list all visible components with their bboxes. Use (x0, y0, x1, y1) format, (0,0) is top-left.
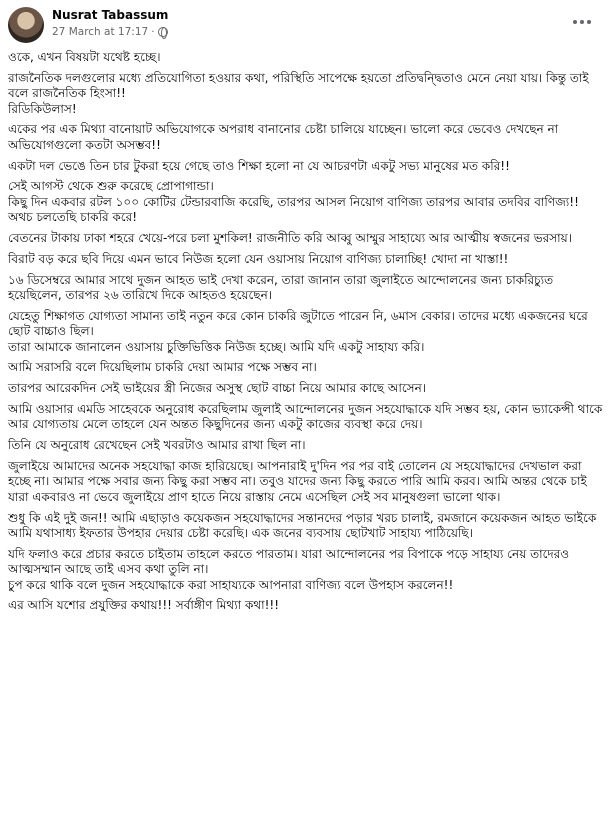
post-paragraph: এর আসি যশোর প্রযুক্তির কথায়!!! সর্বাঙ্গীণ মিথ্যা কথা!!! (8, 598, 280, 613)
post-paragraph: আমি সরাসরি বলে দিয়েছিলাম চাকরি দেয়া আমার পক্ষে সম্ভব না। (8, 360, 317, 375)
post-header (0, 0, 612, 44)
more-options-button[interactable] (570, 14, 594, 30)
post-paragraph: যেহেতু শিক্ষাগত যোগ্যতা সামান্য তাই নতুন করে কোন চাকরি জুটাতে পারেন নি, ৬মাস বেকার। তাদের মধ্যে একজনের ঘরে ছোট বাচ্চাও ছিল। তারা আমাকে জানালেন ওয়াসায় চুক্তিভিত্তিক নিউজ হচ্ছে। আমি যদি একটু সাহায্য করি। (8, 308, 588, 354)
author-name[interactable]: Nusrat Tabassum (52, 8, 169, 22)
dot-icon (573, 20, 577, 24)
post-paragraph: একটা দল ভেঙে তিন চার টুকরা হয়ে গেছে তাও শিক্ষা হলো না যে আচরণটা একটু সভ্য মানুষের মত করি!! (8, 158, 510, 173)
post-paragraph: ১৬ ডিসেম্বরে আমার সাথে দুজন আহত ভাই দেখা করেন, তারা জানান তারা জুলাইতে আন্দোলনের জন্য চাকরিচ্যুত হয়েছিলেন, তারপর ২৬ তারিখে দিকে আহতও হয়েছেন। (8, 272, 554, 303)
post-paragraph: সেই আগস্ট থেকে শুরু করেছে প্রোপাগান্ডা। কিছু দিন একবার রটল ১০০ কোটির টেন্ডারবাজি করেছি, তারপর আসল নিয়োগ বাণিজ্য তারপর আবার তদবির বাণিজ্য!! অথচ চলতেছি চাকরি করে! (8, 179, 579, 225)
avatar[interactable] (8, 7, 44, 43)
post-body (8, 50, 604, 619)
post-paragraph: জুলাইয়ে আমাদের অনেক সহযোদ্ধা কাজ হারিয়েছে। আপনারাই দু'দিন পর পর বাই তোলেন যে সহযোদ্ধাদের দেখভাল করা হচ্ছে না। আমার পক্ষে সবার জন্য কিছু করা সম্ভব না। তবুও যাদের জন্য কিছু করতে পারি আমি করব। আমি অন্তর থেকে চাই যারা একবারও না ভেবে জুলাইয়ে প্রাণ হাতে নিয়ে রাস্তায় নেমে এসেছিল সেই সব মানুষগুলা ভালো থাক। (8, 459, 587, 504)
post-paragraph: তিনি যে অনুরোধ রেখেছেন সেই খবরটাও আমার রাখা ছিল না। (8, 438, 306, 453)
meta-separator: · (151, 26, 155, 38)
post-paragraph: বেতনের টাকায় ঢাকা শহরে খেয়ে-পরে চলা মুশকিল! রাজনীতি করি আব্বু আম্মুর সাহায্যে আর আত্মীয় স্বজনের ভরসায়। (8, 231, 573, 246)
post-paragraph: বিরাট বড় করে ছবি দিয়ে এমন ভাবে নিউজ হলো যেন ওয়াসায় নিয়োগ বাণিজ্য চালাচ্ছি! খোদা না খাস্তা!! (8, 251, 509, 266)
dot-icon (580, 20, 584, 24)
post-paragraph: রাজনৈতিক দলগুলোর মধ্যে প্রতিযোগিতা হওয়ার কথা, পরিস্থিতি সাপেক্ষে হয়তো প্রতিদ্বন্দ্বিতাও মেনে নেয়া যায়। কিন্তু তাই বলে রাজনৈতিক হিংসা!! রিডিকিউলাস! (8, 70, 589, 116)
dot-icon (587, 20, 591, 24)
post-meta (52, 26, 168, 38)
post-paragraph: যদি ফলাও করে প্রচার করতে চাইতাম তাহলে করতে পারতাম। যারা আন্দোলনের পর বিপাকে পড়ে সাহায্য নেয় তাদেরও আত্মসম্মান আছে তাই এসব কথা তুলি না। চুপ করে থাকি বলে দুজন সহযোদ্ধাকে করা সাহায্যকে আপনারা বাণিজ্য বলে উপহাস করলেন!! (8, 546, 570, 592)
post-paragraph: ওকে, এখন বিষয়টা যথেষ্ট হচ্ছে। (8, 50, 161, 64)
post-date[interactable]: 27 March at 17:17 (52, 26, 149, 38)
post-paragraph: একের পর এক মিথ্যা বানোয়াট অভিযোগকে অপরাধ বানানোর চেষ্টা চালিয়ে যাচ্ছেন। ভালো করে ভেবেও দেখছেন না অভিযোগগুলো কতটা অসম্ভব!! (8, 122, 559, 152)
post-paragraph: শুধু কি এই দুই জন!! আমি এছাড়াও কয়েকজন সহযোদ্ধাদের সন্তানদের পড়ার খরচ চালাই, রমজানে কয়েকজন আহত ভাইকে আমি যথাসাধ্য ইফতার উপহার দেয়ার চেষ্টা করেছি। এক জনের ব্যবসায় ছোটখাট সাহায্য পাঠিয়েছি। (8, 510, 597, 541)
post-paragraph: আমি ওয়াসার এমডি সাহেবকে অনুরোধ করেছিলাম জুলাই আন্দোলনের দুজন সহযোদ্ধাকে যদি সম্ভব হয়, কোন ভ্যাকেন্সী থাকে আর যোগ্যতায় মেলে তাহলে যেন অন্তত কিছুদিনের জন্য একটু কাজের ব্যবস্থা করে দেয়। (8, 402, 603, 432)
post-paragraph: তারপর আরেকদিন সেই ভাইয়ের স্ত্রী নিজের অসুস্থ ছোট বাচ্চা নিয়ে আমার কাছে আসেন। (8, 381, 427, 396)
globe-icon (158, 27, 168, 37)
